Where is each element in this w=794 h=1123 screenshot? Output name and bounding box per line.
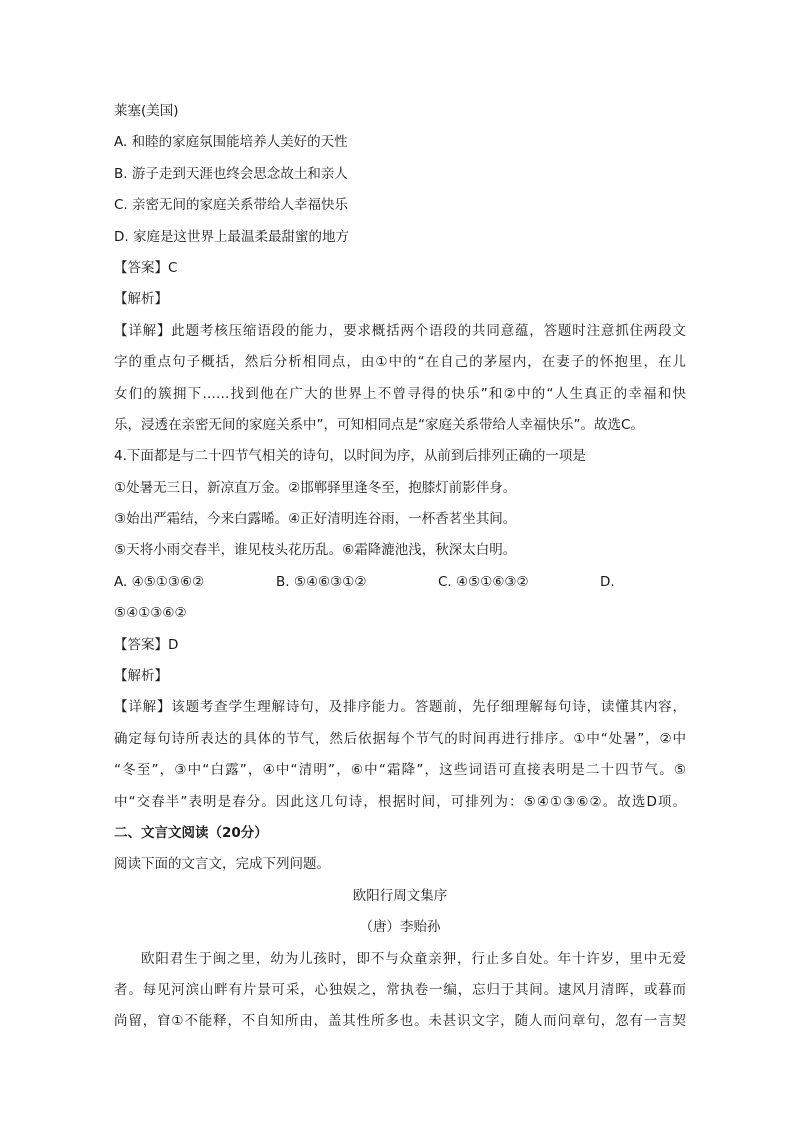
q4-options-row (114, 567, 686, 598)
q4-option-c: C. ④⑤①⑥③② (438, 573, 529, 590)
passage-line: 尚留，窅①不能释，不自知所由，盖其性所多也。未甚识文字，随人而问章句，忽有一言契 (114, 1013, 686, 1030)
passage-line: 者。每见河滨山畔有片景可采，心独娱之，常执卷一编，忘归于其间。逮风月清晖，或暮而 (114, 981, 686, 998)
q4-option-a: A. ④⑤①③⑥② (114, 573, 205, 590)
q3-source: 莱塞(美国) (114, 103, 179, 119)
q4-detail-line: “冬至”，③中“白露”，④中“清明”，⑥中“霜降”，这些词语可直接表明是二十四节气。⑤ (114, 762, 686, 779)
q4-stem: 4.下面都是与二十四节气相关的诗句，以时间为序，从前到后排列正确的一项是 (114, 448, 586, 465)
q4-option-b: B. ⑤④⑥③①② (276, 573, 367, 590)
q3-answer: 【答案】C (114, 259, 178, 276)
q3-detail-line: 字的重点句子概括，然后分析相同点，由①中的“在自己的茅屋内，在妻子的怀抱里，在儿 (114, 354, 686, 371)
q3-option-d: D. 家庭是这世界上最温柔最甜蜜的地方 (114, 228, 349, 245)
q4-poem-line: ①处暑无三日，新凉直万金。②邯郸驿里逢冬至，抱膝灯前影伴身。 (114, 479, 517, 496)
q4-option-d: D. (600, 573, 615, 590)
q3-option-a: A. 和睦的家庭氛围能培养人美好的天性 (114, 134, 348, 151)
q4-analysis-label: 【解析】 (114, 668, 168, 685)
q3-detail-line: 女们的簇拥下……找到他在广大的世界上不曾寻得的快乐”和②中的“人生真正的幸福和快 (114, 385, 686, 402)
section2-title: 二、文言文阅读（20分） (114, 824, 268, 841)
document-page (114, 96, 686, 1038)
q3-option-c: C. 亲密无间的家庭关系带给人幸福快乐 (114, 197, 349, 214)
q4-detail-line: 确定每句诗所表达的具体的节气，然后依据每个节气的时间再进行排序。①中“处暑”，②中 (114, 730, 686, 747)
q4-detail-line: 【详解】该题考查学生理解诗句，及排序能力。答题前，先仔细理解每句诗，读懂其内容， (114, 699, 686, 716)
q4-poem-line: ⑤天将小雨交春半，谁见枝头花历乱。⑥霜降漉池浅，秋深太白明。 (114, 542, 517, 559)
q4-answer: 【答案】D (114, 636, 179, 653)
passage-line: 欧阳君生于闽之里，幼为儿孩时，即不与众童亲狎，行止多自处。年十许岁，里中无爱 (141, 950, 686, 967)
q3-detail-line: 【详解】此题考核压缩语段的能力，要求概括两个语段的共同意蕴，答题时注意抓住两段文 (114, 322, 686, 339)
passage-title: 欧阳行周文集序 (352, 887, 448, 904)
q3-option-b: B. 游子走到天涯也终会思念故土和亲人 (114, 165, 348, 182)
q4-option-d-value: ⑤④①③⑥② (114, 605, 187, 622)
passage-author: （唐）李贻孙 (359, 919, 441, 936)
q4-poem-line: ③始出严霜结，今来白露晞。④正好清明连谷雨，一杯香茗坐其间。 (114, 511, 517, 528)
q3-detail-line: 乐，浸透在亲密无间的家庭关系中”，可知相同点是“家庭关系带给人幸福快乐”。故选C。 (114, 416, 644, 433)
q4-detail-line: 中“交春半”表明是春分。因此这几句诗，根据时间，可排列为：⑤④①③⑥②。故选D项。 (114, 793, 686, 810)
q3-analysis-label: 【解析】 (114, 291, 168, 308)
section2-intro: 阅读下面的文言文，完成下列问题。 (114, 856, 330, 873)
